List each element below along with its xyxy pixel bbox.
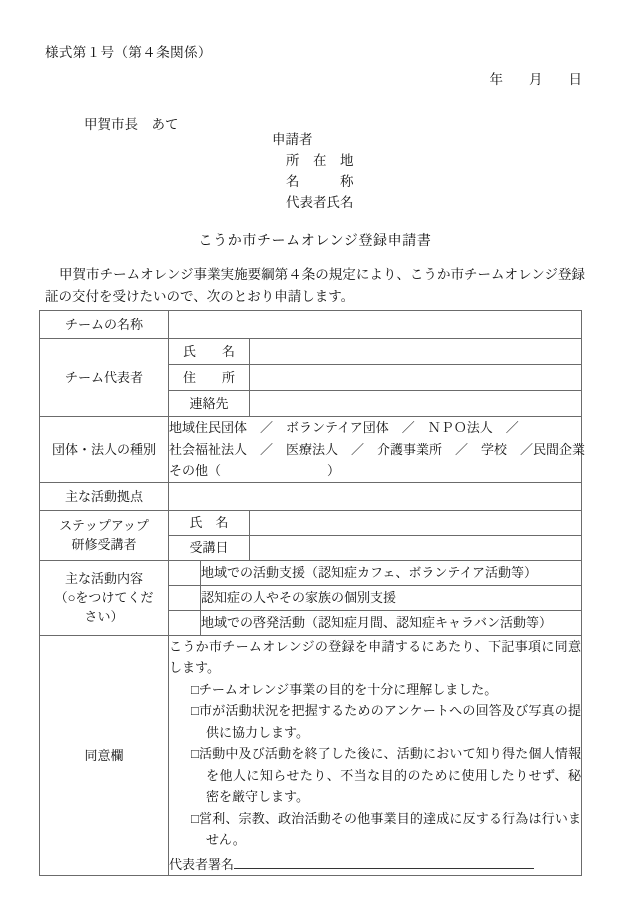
team-name-value[interactable] xyxy=(169,311,582,339)
consent-item[interactable]: □営利、宗教、政治活動その他事業目的達成に反する行為は行いません。 xyxy=(191,810,582,847)
table-row-org-type xyxy=(40,417,582,483)
stepup-date-value[interactable] xyxy=(250,535,582,560)
table-row-stepup-name xyxy=(40,510,582,535)
document-title: こうか市チームオレンジ登録申請書 xyxy=(198,234,432,249)
org-type-other-label: その他（ xyxy=(169,463,222,478)
representative-contact-value[interactable] xyxy=(250,391,582,417)
date-line xyxy=(490,68,583,88)
signature-input[interactable] xyxy=(234,854,534,869)
representative-name-value[interactable] xyxy=(250,339,582,365)
table-row-team-name xyxy=(40,311,582,339)
activity-content-label-line-1: 主な活動内容 xyxy=(64,571,143,586)
applicant-label: 申請者 xyxy=(272,132,313,147)
org-type-line-2: 社会福祉法人 ／ 医療法人 ／ 介護事業所 ／ 学校 ／民間企業 xyxy=(169,441,586,457)
activity-base-value[interactable] xyxy=(169,482,582,510)
activity-content-label-line-3: さい） xyxy=(84,609,124,624)
activity-base-label: 主な活動拠点 xyxy=(40,482,169,510)
table-row-activity-base xyxy=(40,482,582,510)
table-row-activity-item-1 xyxy=(40,560,582,585)
consent-section xyxy=(169,635,582,876)
representative-name-label: 氏 名 xyxy=(169,339,250,365)
date-day-label: 日 xyxy=(568,72,582,87)
signature-label: 代表者署名 xyxy=(169,856,235,872)
date-month-label: 月 xyxy=(529,72,543,87)
team-name-label: チームの名称 xyxy=(40,311,169,339)
applicant-representative-label: 代表者氏名 xyxy=(286,195,354,210)
consent-item[interactable]: □活動中及び活動を終了した後に、活動において知り得た個人情報を他人に知らせたり、不当な目的のために使用したりせず、秘密を厳守します。 xyxy=(191,746,582,804)
applicant-address-label: 所 在 地 xyxy=(286,153,354,168)
date-year-label: 年 xyxy=(489,72,503,87)
activity-item-3-text: 地域での啓発活動（認知症月間、認知症キャラバン活動等） xyxy=(201,610,582,635)
table-row-representative-name xyxy=(40,339,582,365)
table-row-consent xyxy=(40,635,582,876)
application-table xyxy=(39,310,586,876)
signature-row xyxy=(169,854,581,876)
stepup-label-line-1: ステップアップ xyxy=(59,518,149,533)
representative-address-value[interactable] xyxy=(250,365,582,391)
intro-paragraph: 甲賀市チームオレンジ事業実施要綱第４条の規定により、こうか市チームオレンジ登録証の交付を受けたいので、次のとおり申請します。 xyxy=(45,267,585,304)
representative-label: チーム代表者 xyxy=(40,339,169,417)
representative-address-label: 住 所 xyxy=(169,365,250,391)
org-type-label: 団体・法人の種別 xyxy=(40,417,169,483)
addressee: 甲賀市長 あて xyxy=(84,117,179,132)
activity-content-label-line-2: （○をつけてくだ xyxy=(54,590,154,605)
activity-item-2-text: 認知症の人やその家族の個別支援 xyxy=(201,585,582,610)
consent-lead-text: こうか市チームオレンジの登録を申請するにあたり、下記事項に同意します。 xyxy=(169,638,582,675)
consent-item[interactable]: □市が活動状況を把握するためのアンケートへの回答及び写真の提供に協力します。 xyxy=(191,703,582,740)
org-type-line-3 xyxy=(169,460,581,482)
form-number: 様式第１号（第４条関係） xyxy=(45,45,212,60)
representative-contact-label: 連絡先 xyxy=(169,391,250,417)
stepup-label-line-2: 研修受講者 xyxy=(71,537,137,552)
consent-item[interactable]: □チームオレンジ事業の目的を十分に理解しました。 xyxy=(191,681,498,697)
consent-checklist xyxy=(169,679,581,851)
org-type-other-close: ） xyxy=(327,463,341,478)
consent-label: 同意欄 xyxy=(40,635,169,876)
activity-item-1-mark[interactable] xyxy=(169,560,201,585)
stepup-name-value[interactable] xyxy=(250,510,582,535)
activity-content-label xyxy=(40,560,169,635)
stepup-date-label: 受講日 xyxy=(169,535,250,560)
activity-item-1-text: 地域での活動支援（認知症カフェ、ボランテイア活動等） xyxy=(201,560,582,585)
org-type-line-1: 地域住民団体 ／ ボランテイア団体 ／ ＮＰＯ法人 ／ xyxy=(169,420,519,435)
stepup-label xyxy=(40,510,169,560)
org-type-options[interactable] xyxy=(169,417,586,483)
applicant-block xyxy=(272,129,354,213)
activity-item-3-mark[interactable] xyxy=(169,610,201,635)
activity-item-2-mark[interactable] xyxy=(169,585,201,610)
stepup-name-label: 氏 名 xyxy=(169,510,250,535)
applicant-name-label: 名 称 xyxy=(286,174,354,189)
